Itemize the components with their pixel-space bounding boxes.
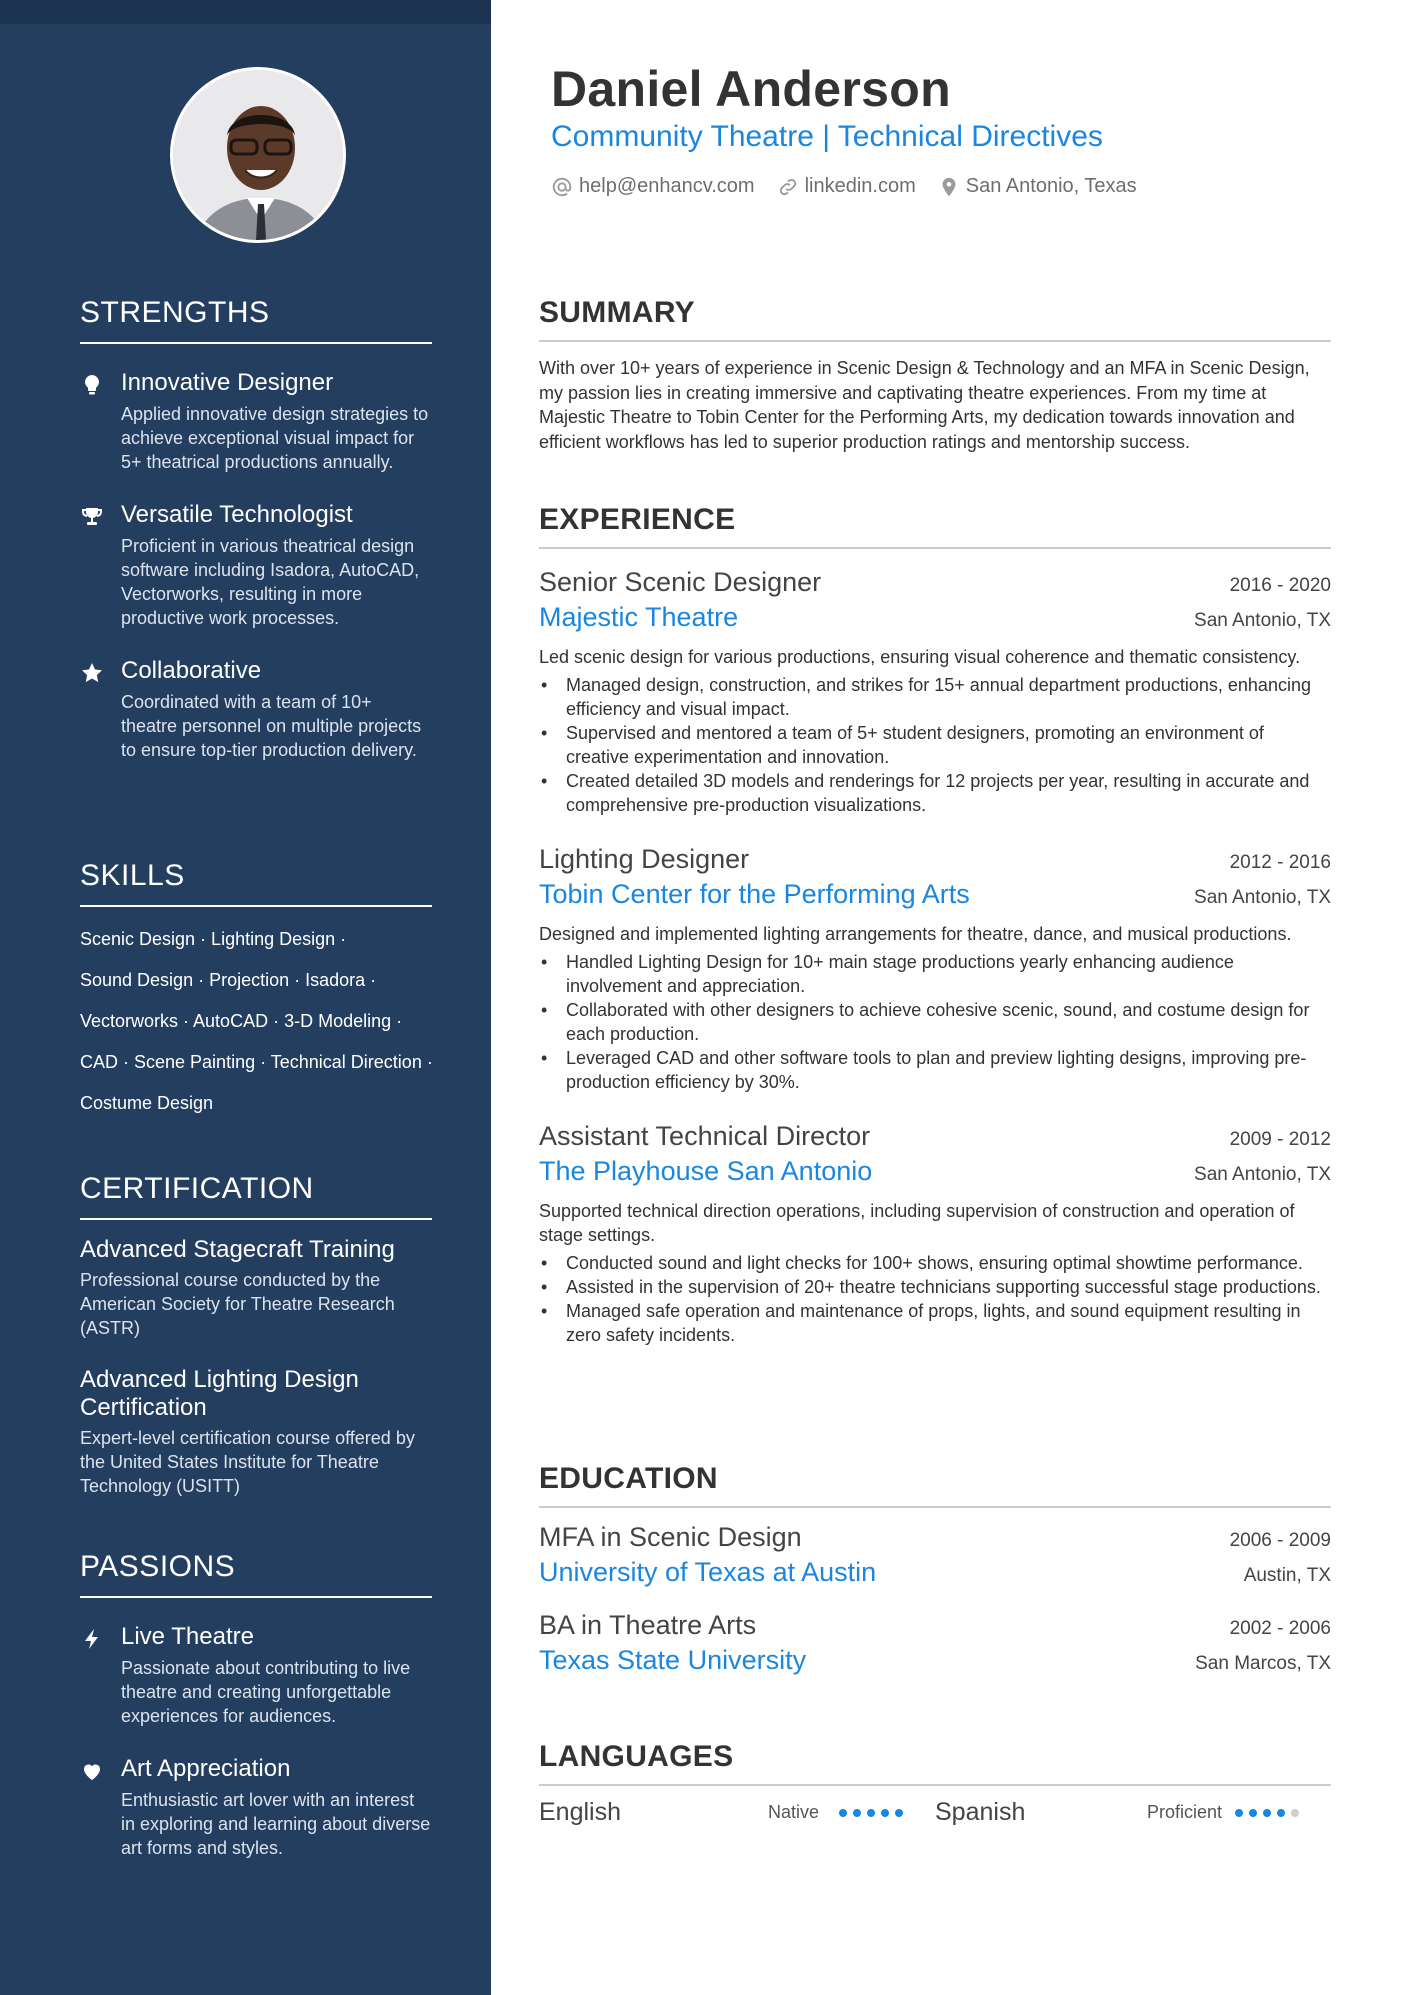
strength-desc: Coordinated with a team of 10+ theatre personnel on multiple projects to ensure top-tier production delivery.: [121, 692, 422, 760]
skills-list: [80, 919, 432, 1124]
strength-desc: Proficient in various theatrical design software including Isadora, AutoCAD, Vectorworks, resulting in more productive work processes.: [121, 536, 420, 628]
location-text: San Antonio, Texas: [965, 175, 1137, 197]
strength-item: [80, 368, 432, 474]
job-location: San Antonio, TX: [1194, 1164, 1331, 1185]
rating-dot: [1277, 1809, 1285, 1817]
passions-title: PASSIONS: [80, 1550, 432, 1598]
at-icon: [551, 176, 573, 198]
cert-title: Advanced Lighting Design Certification: [80, 1366, 359, 1421]
job-bullet: • Supervised and mentored a team of 5+ student designers, promoting an environment of creative experimentation and innovation.: [539, 721, 1331, 769]
job-entry: [539, 567, 1331, 817]
job-bullet: • Created detailed 3D models and renderings for 12 projects per year, resulting in accurate and comprehensive pre-production visualizations.: [539, 769, 1331, 817]
job-entry: [539, 844, 1331, 1094]
contact-bar: [551, 175, 1137, 198]
job-dates: 2016 - 2020: [1229, 575, 1331, 596]
contact-location: [938, 175, 1137, 198]
job-dates: 2012 - 2016: [1229, 852, 1331, 873]
job-dates: 2009 - 2012: [1229, 1129, 1331, 1150]
rating-dot: [1235, 1809, 1243, 1817]
job-bullets: [539, 950, 1331, 1094]
school: Texas State University: [539, 1645, 807, 1675]
strength-desc: Applied innovative design strategies to achieve exceptional visual impact for 5+ theatrical productions annually.: [121, 404, 429, 472]
education-dates: 2002 - 2006: [1229, 1618, 1331, 1639]
language-item: [935, 1798, 1331, 1827]
skills-line: Costume Design: [80, 1093, 214, 1113]
rating-dot: [1291, 1809, 1299, 1817]
candidate-role: Community Theatre | Technical Directives: [551, 120, 1103, 153]
skills-title: SKILLS: [80, 859, 432, 907]
candidate-name: Daniel Anderson: [551, 61, 951, 117]
summary-title: SUMMARY: [539, 296, 1331, 342]
degree: BA in Theatre Arts: [539, 1610, 757, 1640]
map-pin-icon: [938, 176, 960, 198]
job-bullets: [539, 673, 1331, 817]
education-location: San Marcos, TX: [1195, 1653, 1331, 1674]
school: University of Texas at Austin: [539, 1557, 877, 1587]
job-entry: [539, 1121, 1331, 1347]
degree: MFA in Scenic Design: [539, 1522, 802, 1552]
link-icon: [777, 176, 799, 198]
job-desc: Designed and implemented lighting arrangements for theatre, dance, and musical productions.: [539, 924, 1292, 944]
passions-section: [80, 1550, 432, 1860]
star-icon: [80, 661, 104, 685]
rating-dot: [1249, 1809, 1257, 1817]
job-bullet: • Collaborated with other designers to achieve cohesive scenic, sound, and costume design for each production.: [539, 998, 1331, 1046]
job-bullet: • Assisted in the supervision of 20+ theatre technicians supporting successful stage productions.: [539, 1275, 1331, 1299]
certification-title: CERTIFICATION: [80, 1172, 432, 1220]
job-location: San Antonio, TX: [1194, 610, 1331, 631]
job-title: Assistant Technical Director: [539, 1121, 871, 1151]
sidebar-top-band: [0, 0, 491, 24]
rating-dot: [867, 1809, 875, 1817]
cert-item: [80, 1366, 432, 1498]
strength-title: Versatile Technologist: [121, 501, 353, 528]
rating-dot: [895, 1809, 903, 1817]
skills-section: [80, 859, 432, 1124]
email-text: help@enhancv.com: [579, 175, 755, 197]
language-level: Native: [767, 1802, 819, 1822]
job-title: Lighting Designer: [539, 844, 750, 874]
education-dates: 2006 - 2009: [1229, 1530, 1331, 1551]
education-entry: [539, 1522, 1331, 1588]
contact-email[interactable]: [551, 175, 755, 198]
job-bullet: • Leveraged CAD and other software tools to plan and preview lighting designs, improving pre-production efficiency by 30%.: [539, 1046, 1331, 1094]
job-company: The Playhouse San Antonio: [539, 1156, 873, 1186]
experience-title: EXPERIENCE: [539, 503, 1331, 549]
education-title: EDUCATION: [539, 1462, 1331, 1508]
skills-line: Vectorworks · AutoCAD · 3-D Modeling ·: [80, 1011, 403, 1031]
passion-title: Art Appreciation: [121, 1755, 291, 1782]
summary-section: [539, 296, 1331, 454]
strengths-title: STRENGTHS: [80, 296, 432, 344]
language-level: Proficient: [1147, 1802, 1223, 1822]
cert-desc: Professional course conducted by the American Society for Theatre Research (ASTR): [80, 1270, 395, 1338]
rating-dot: [853, 1809, 861, 1817]
education-location: Austin, TX: [1243, 1565, 1331, 1586]
education-entry: [539, 1610, 1331, 1676]
rating-dot: [881, 1809, 889, 1817]
certification-section: [80, 1172, 432, 1498]
language-rating: [839, 1809, 903, 1817]
language-name: Spanish: [935, 1798, 1026, 1826]
job-company: Tobin Center for the Performing Arts: [539, 879, 970, 909]
language-rating: [1235, 1809, 1299, 1817]
job-bullet: • Conducted sound and light checks for 100+ shows, ensuring optimal showtime performance.: [539, 1251, 1331, 1275]
job-title: Senior Scenic Designer: [539, 567, 822, 597]
trophy-icon: [80, 505, 104, 529]
language-item: [539, 1798, 935, 1827]
languages-title: LANGUAGES: [539, 1740, 1331, 1786]
skills-line: Scenic Design · Lighting Design ·: [80, 929, 347, 949]
skills-line: Sound Design · Projection · Isadora ·: [80, 970, 377, 990]
passion-item: [80, 1622, 432, 1728]
job-bullet: • Managed safe operation and maintenance of props, lights, and sound equipment resulting in zero safety incidents.: [539, 1299, 1331, 1347]
passion-desc: Enthusiastic art lover with an interest in exploring and learning about diverse art forms and styles.: [121, 1790, 431, 1858]
languages-section: [539, 1740, 1331, 1827]
education-section: [539, 1462, 1331, 1676]
strengths-section: [80, 296, 432, 762]
cert-desc: Expert-level certification course offered by the United States Institute for Theatre Technology (USITT): [80, 1428, 415, 1496]
language-name: English: [539, 1798, 621, 1826]
strength-title: Innovative Designer: [121, 369, 334, 396]
strength-item: [80, 656, 432, 762]
bolt-icon: [80, 1627, 104, 1651]
sidebar: [0, 0, 491, 1995]
job-desc: Led scenic design for various productions, ensuring visual coherence and thematic consistency.: [539, 647, 1301, 667]
passion-title: Live Theatre: [121, 1623, 254, 1650]
job-location: San Antonio, TX: [1194, 887, 1331, 908]
rating-dot: [1263, 1809, 1271, 1817]
job-bullets: [539, 1251, 1331, 1347]
cert-item: [80, 1236, 432, 1340]
avatar: [170, 67, 346, 243]
job-bullet: • Managed design, construction, and strikes for 15+ annual department productions, enhancing efficiency and visual impact.: [539, 673, 1331, 721]
strength-title: Collaborative: [121, 657, 262, 684]
passion-desc: Passionate about contributing to live theatre and creating unforgettable experiences for audiences.: [121, 1658, 411, 1726]
job-desc: Supported technical direction operations, including supervision of construction and operation of stage settings.: [539, 1201, 1295, 1245]
linkedin-text: linkedin.com: [804, 175, 916, 197]
cert-title: Advanced Stagecraft Training: [80, 1236, 395, 1263]
skills-line: CAD · Scene Painting · Technical Direction ·: [80, 1052, 433, 1072]
lightbulb-icon: [80, 373, 104, 397]
job-bullet: • Handled Lighting Design for 10+ main stage productions yearly enhancing audience involvement and appreciation.: [539, 950, 1331, 998]
contact-linkedin[interactable]: [777, 175, 916, 198]
experience-section: [539, 503, 1331, 1347]
strength-item: [80, 500, 432, 630]
languages-list: [539, 1798, 1331, 1827]
passion-item: [80, 1754, 432, 1860]
heart-icon: [80, 1759, 104, 1783]
summary-text: With over 10+ years of experience in Scenic Design & Technology and an MFA in Scenic Design, my passion lies in creating immersive and captivating theatre experiences. From my time at Majestic Theatre to Tobin Center for the Performing Arts, my dedication towards innovation and efficient workflows has led to superior production ratings and mentorship success.: [539, 358, 1310, 452]
job-company: Majestic Theatre: [539, 602, 739, 632]
rating-dot: [839, 1809, 847, 1817]
avatar-photo: [173, 70, 346, 243]
